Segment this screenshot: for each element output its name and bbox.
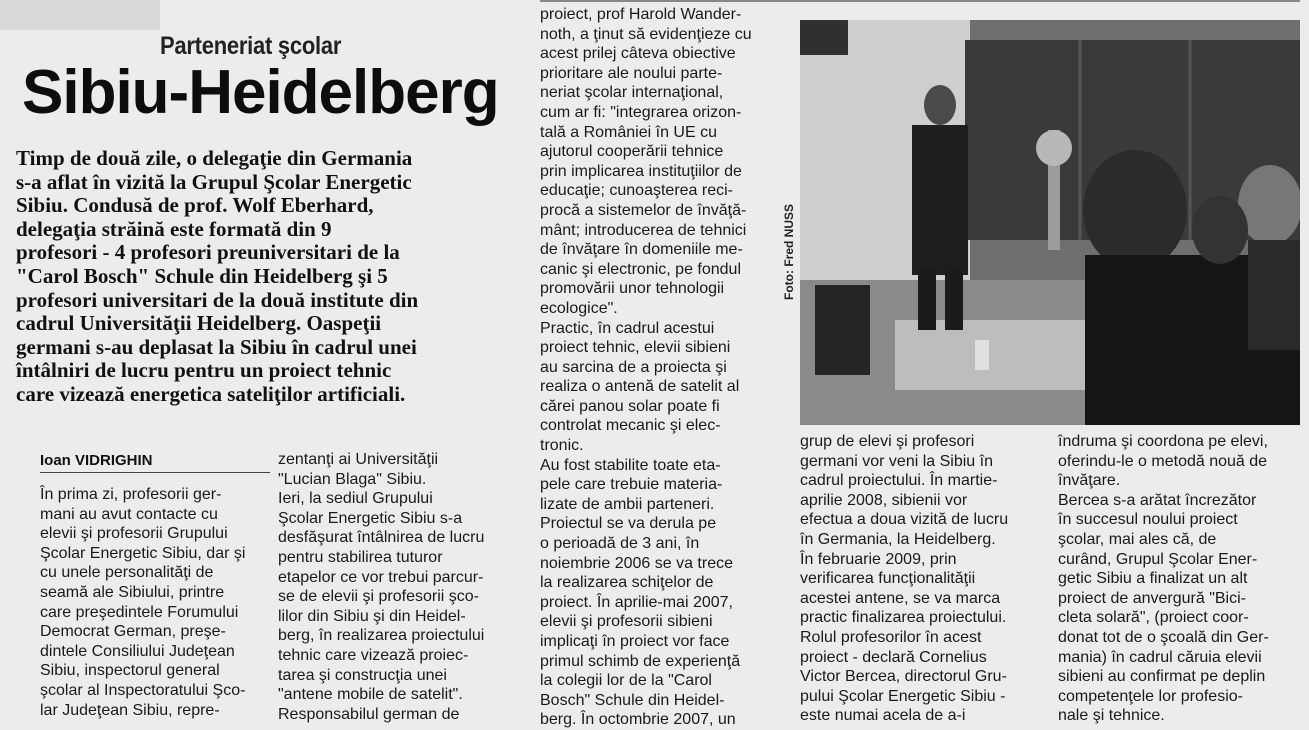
text-line: procă a sistemelor de învăţă- — [540, 201, 747, 219]
text-line: în succesul noului proiect — [1058, 511, 1238, 529]
text-line: germani vor veni la Sibiu în — [800, 452, 993, 470]
lead-line: întâlniri de lucru pentru un proiect tehnic — [16, 358, 392, 383]
text-line: Rolul profesorilor în acest — [800, 628, 982, 646]
body-column-5 — [1058, 432, 1298, 726]
text-line: au sarcina de a proiecta şi — [540, 358, 727, 376]
lead-line: care vizează energetica sateliţilor artificiali. — [16, 381, 406, 406]
text-line: prioritare ale noului parte- — [540, 64, 723, 82]
text-line: cleta solară", (proiect coor- — [1058, 609, 1249, 627]
text-line: "antene mobile de satelit". — [278, 686, 463, 704]
lead-line: germani s-au deplasat la Sibiu în cadrul unei — [16, 334, 417, 359]
article-headline: Sibiu-Heidelberg — [22, 58, 499, 127]
text-line: Sibiu, inspectorul general — [40, 662, 220, 680]
text-line: şcolar al Inspectoratului Şco- — [40, 681, 246, 699]
text-line: canic şi electronic, pe fondul — [540, 260, 741, 278]
text-line: ecologice". — [540, 299, 618, 317]
text-line: desfăşurat întâlnirea de lucru — [278, 529, 485, 547]
text-line: proiect - declară Cornelius — [800, 648, 987, 666]
text-line: elevii şi profesorii sibieni — [540, 613, 713, 631]
text-line: seamă ale Sibiului, printre — [40, 583, 225, 601]
text-line: proiect, prof Harold Wander- — [540, 6, 742, 23]
text-line: acest prilej câteva obiective — [540, 45, 736, 63]
lead-line: cadrul Universităţii Heidelberg. Oaspeţii — [16, 311, 382, 336]
text-line: proiect de anvergură "Bici- — [1058, 589, 1246, 607]
text-line: noth, a ţinut să evidenţieze cu — [540, 25, 752, 43]
text-line: nale şi tehnice. — [1058, 707, 1165, 725]
text-line: Bosch" Schule din Heidel- — [540, 691, 725, 709]
text-line: oferindu-le o metodă nouă de — [1058, 452, 1268, 470]
text-line: prin implicarea instituţiilor de — [540, 162, 742, 180]
body-column-1 — [40, 485, 270, 720]
text-line: ajutorul cooperării tehnice — [540, 143, 724, 161]
text-line: În februarie 2009, prin — [800, 550, 957, 568]
lead-line: profesori - 4 profesori preuniversitari de la — [16, 240, 400, 265]
bleed-through-text — [0, 0, 160, 30]
text-line: implicaţi în proiect vor face — [540, 633, 730, 650]
text-line: berg. În octombrie 2007, un — [540, 711, 736, 729]
text-line: acestei antene, se va marca — [800, 589, 1001, 607]
text-line: îndruma şi coordona pe elevi, — [1058, 433, 1268, 450]
text-line: lizate de ambii parteneri. — [540, 495, 715, 513]
text-line: Şcolar Energetic Sibiu s-a — [278, 509, 463, 527]
text-line: verificarea funcţionalităţii — [800, 570, 976, 588]
text-line: realiza o antenă de satelit al — [540, 378, 740, 396]
text-line: grup de elevi şi profesori — [800, 433, 975, 450]
text-line: "Lucian Blaga" Sibiu. — [278, 470, 427, 488]
photo-credit: Foto: Fred NUSS — [782, 204, 796, 300]
lead-line: delegaţia străină este formată din 9 — [16, 216, 332, 241]
text-line: Au fost stabilite toate eta- — [540, 456, 721, 474]
text-line: efectua a doua vizită de lucru — [800, 511, 1009, 529]
text-line: este numai acela de a-i — [800, 707, 966, 725]
text-line: dintele Consiliului Judeţean — [40, 642, 235, 660]
byline-rule — [40, 472, 270, 473]
text-line: cadrul proiectului. În martie- — [800, 472, 998, 490]
lead-line: Sibiu. Condusă de prof. Wolf Eberhard, — [16, 193, 374, 218]
article-photo — [800, 20, 1300, 425]
text-line: o perioadă de 3 ani, în — [540, 535, 700, 553]
text-line: cu unele personalităţi de — [40, 564, 214, 582]
text-line: elevii şi profesorii Grupului — [40, 525, 228, 543]
text-line: curând, Grupul Şcolar Ener- — [1058, 550, 1258, 568]
text-line: sibieni au confirmat pe deplin — [1058, 668, 1266, 686]
text-line: tronic. — [540, 437, 584, 455]
body-column-4 — [800, 432, 1040, 726]
text-line: Proiectul se va derula pe — [540, 515, 717, 533]
text-line: tehnic care vizează proiec- — [278, 646, 469, 664]
article-kicker: Parteneriat şcolar — [160, 32, 342, 60]
text-line: pele care trebuie materia- — [540, 476, 723, 494]
text-line: etapelor ce vor trebui parcur- — [278, 568, 484, 586]
text-line: Responsabilul german de — [278, 705, 460, 723]
text-line: cărei panou solar poate fi — [540, 397, 720, 415]
lead-line: Timp de două zile, o delegaţie din Germania — [16, 146, 413, 170]
text-line: proiect. În aprilie-mai 2007, — [540, 593, 733, 611]
text-line: tarea şi construcţia unei — [278, 666, 447, 684]
text-line: care preşedintele Forumului — [40, 603, 239, 621]
text-line: getic Sibiu a finalizat un alt — [1058, 570, 1248, 588]
text-line: învăţare. — [1058, 472, 1121, 490]
classroom-photo — [800, 20, 1300, 425]
text-line: practic finalizarea proiectului. — [800, 609, 1007, 627]
text-line: mani au avut contacte cu — [40, 505, 218, 523]
text-line: aprilie 2008, sibienii vor — [800, 491, 968, 509]
text-line: zentanţi ai Universităţii — [278, 451, 439, 468]
text-line: pentru stabilirea tuturor — [278, 548, 443, 566]
text-line: şcolar, mai ales că, de — [1058, 530, 1217, 548]
body-column-2 — [278, 450, 523, 724]
text-line: competenţele lor profesio- — [1058, 687, 1243, 705]
text-line: primul schimb de experienţă — [540, 652, 741, 670]
text-line: lilor din Sibiu şi din Heidel- — [278, 607, 466, 625]
text-line: mânt; introducerea de tehnici — [540, 221, 747, 239]
text-line: Democrat German, preşe- — [40, 623, 226, 641]
text-line: controlat mecanic şi elec- — [540, 417, 721, 435]
text-line: pului Şcolar Energetic Sibiu - — [800, 687, 1006, 705]
text-line: berg, în realizarea proiectului — [278, 627, 485, 645]
text-line: În prima zi, profesorii ger- — [40, 486, 222, 503]
lead-line: profesori universitari de la două institute din — [16, 287, 419, 312]
top-rule — [540, 0, 1300, 2]
text-line: de învăţare în domeniile me- — [540, 241, 743, 259]
text-line: Victor Bercea, directorul Gru- — [800, 668, 1007, 686]
text-line: Şcolar Energetic Sibiu, dar şi — [40, 544, 246, 562]
text-line: Bercea s-a arătat încrezător — [1058, 491, 1257, 509]
body-column-3 — [540, 5, 780, 730]
text-line: la colegii lor de la "Carol — [540, 672, 712, 690]
text-line: proiect tehnic, elevii sibieni — [540, 339, 731, 357]
text-line: în Germania, la Heidelberg. — [800, 530, 996, 548]
text-line: noiembrie 2006 se va trece — [540, 554, 733, 572]
text-line: la realizarea schiţelor de — [540, 574, 714, 592]
text-line: educaţie; cunoaşterea reci- — [540, 182, 733, 200]
text-line: donat tot de o şcoală din Ger- — [1058, 628, 1269, 646]
text-line: Ieri, la sediul Grupului — [278, 490, 433, 508]
text-line: promovării unor tehnologii — [540, 280, 725, 298]
lead-line: "Carol Bosch" Schule din Heidelberg şi 5 — [16, 263, 388, 288]
text-line: cum ar fi: "integrarea orizon- — [540, 103, 742, 121]
text-line: se de elevii şi profesorii şco- — [278, 588, 479, 606]
text-line: Practic, în cadrul acestui — [540, 319, 715, 337]
byline: Ioan VIDRIGHIN — [40, 452, 153, 469]
text-line: tală a României în UE cu — [540, 123, 717, 141]
article-lead — [16, 147, 516, 407]
text-line: mania) în cadrul căruia elevii — [1058, 648, 1262, 666]
lead-line: s-a aflat în vizită la Grupul Şcolar Energetic — [16, 169, 412, 194]
text-line: lar Judeţean Sibiu, repre- — [40, 701, 220, 719]
text-line: neriat şcolar internaţional, — [540, 84, 724, 102]
